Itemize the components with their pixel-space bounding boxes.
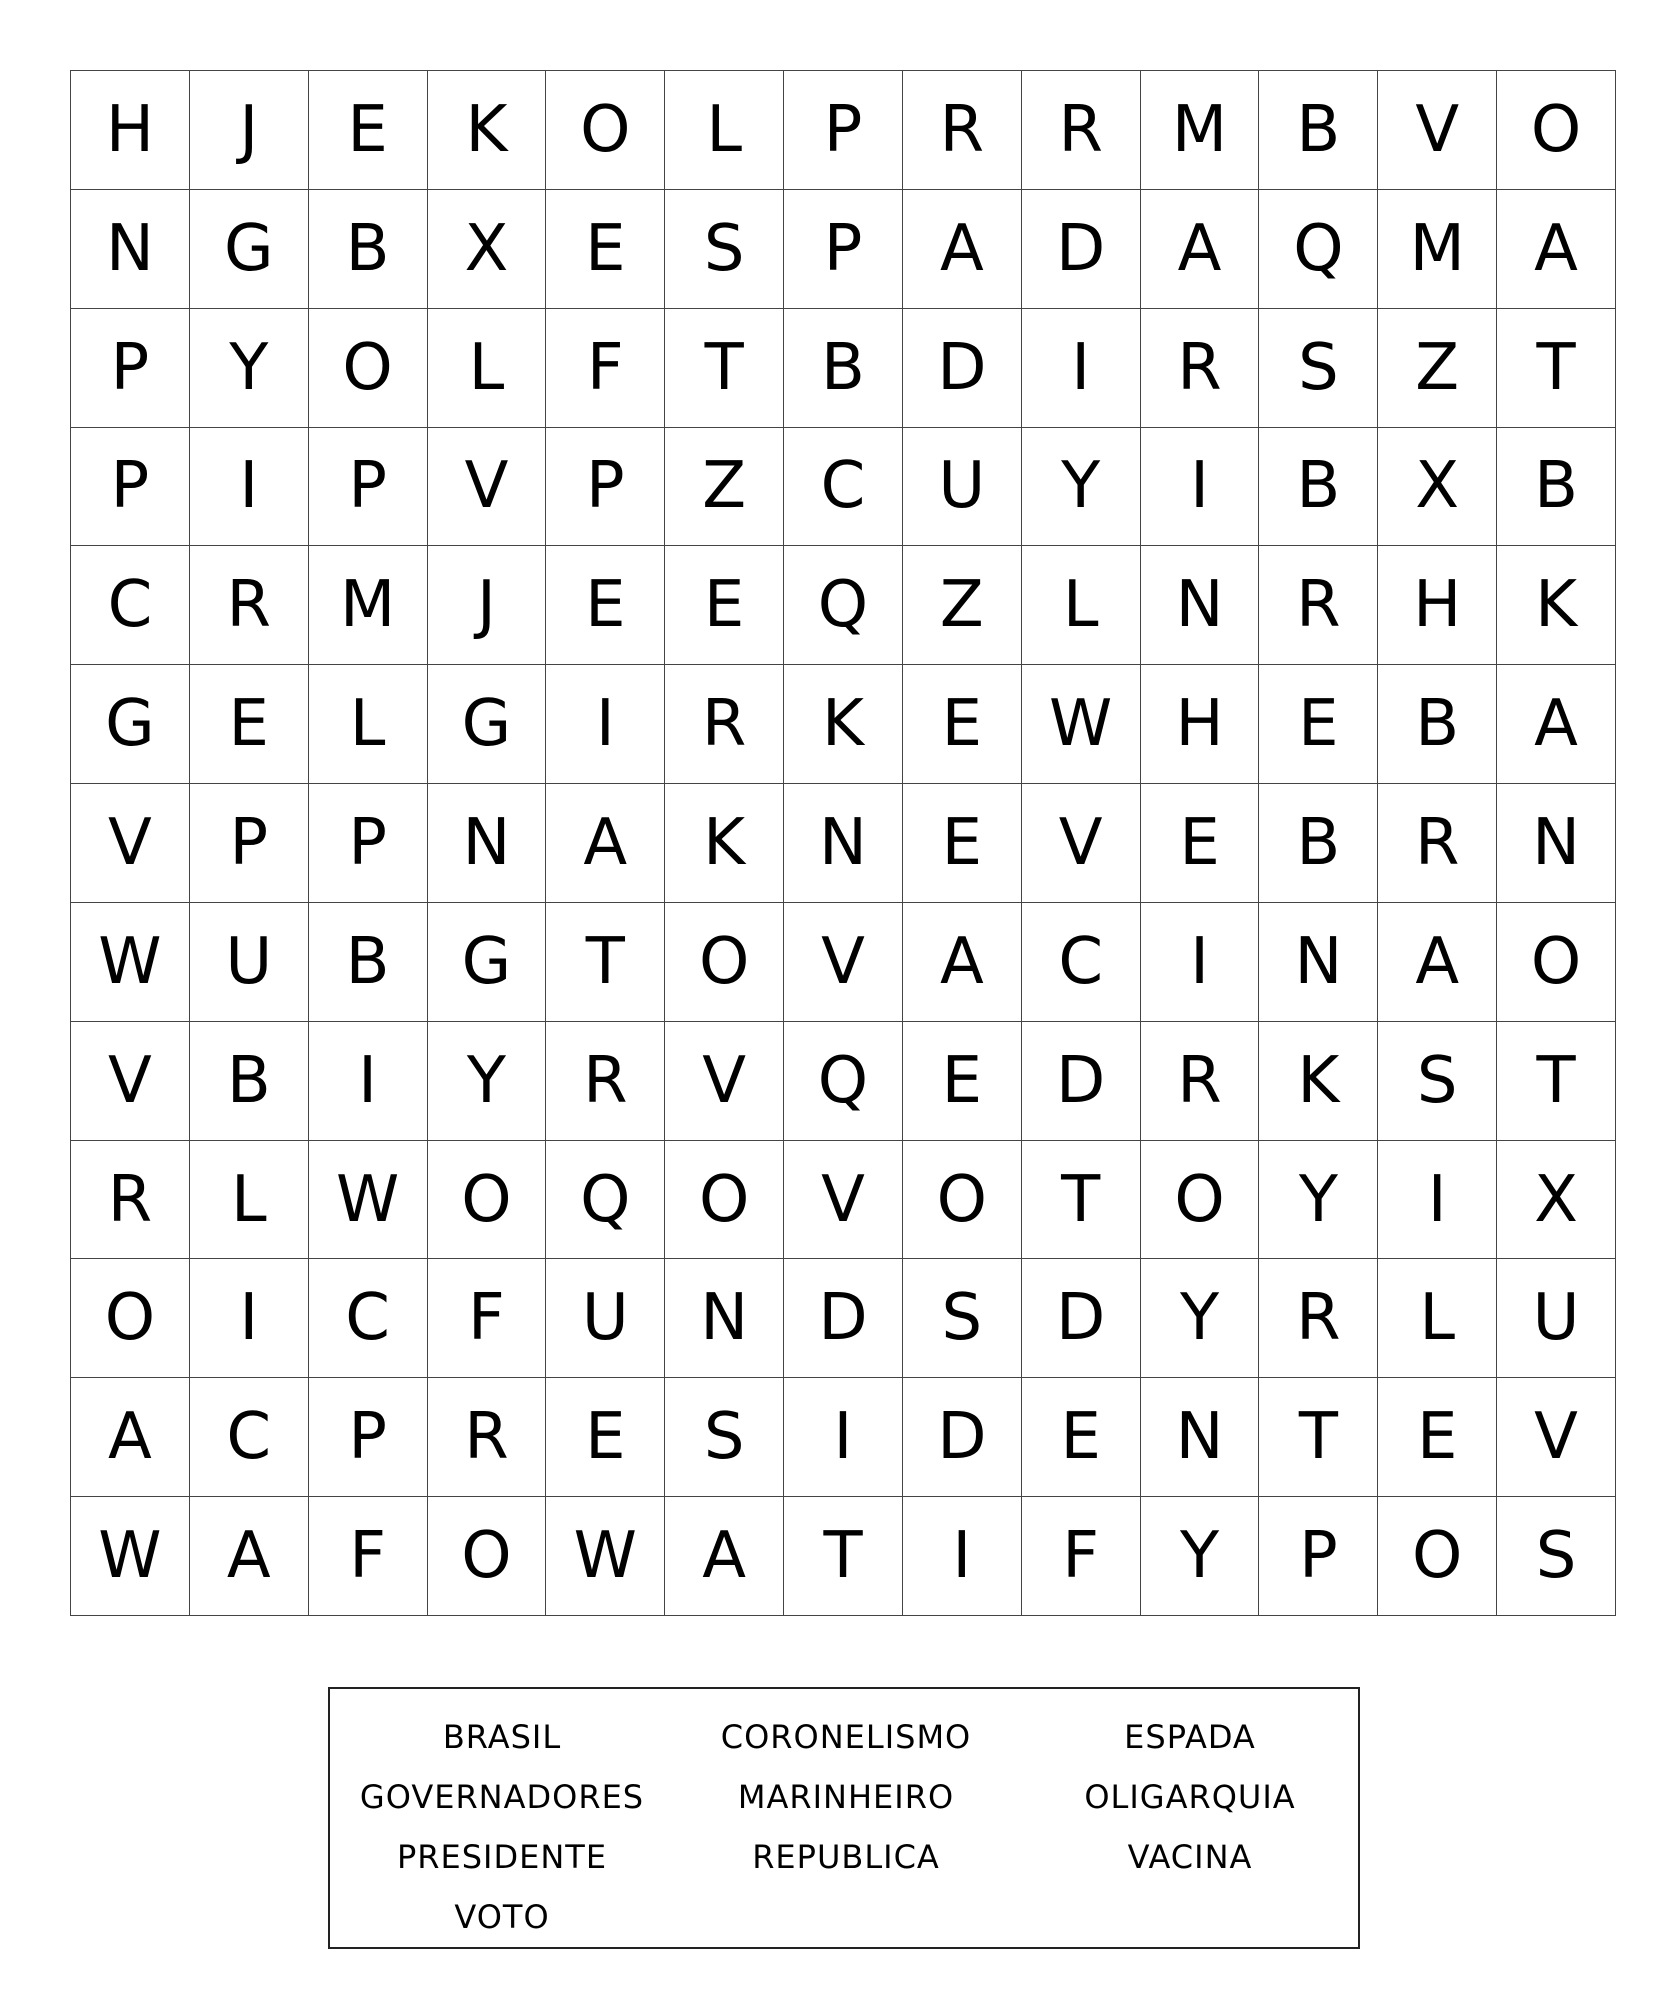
grid-cell[interactable]: T xyxy=(546,903,665,1022)
grid-cell[interactable]: R xyxy=(1141,1022,1260,1141)
grid-cell[interactable]: F xyxy=(546,309,665,428)
grid-cell[interactable]: D xyxy=(903,1378,1022,1497)
grid-cell[interactable]: U xyxy=(546,1259,665,1378)
word-list-item: CORONELISMO xyxy=(720,1718,972,1756)
grid-cell[interactable]: I xyxy=(1141,903,1260,1022)
grid-cell[interactable]: Z xyxy=(1378,309,1497,428)
grid-cell[interactable]: Y xyxy=(1022,428,1141,547)
grid-cell[interactable]: R xyxy=(1141,309,1260,428)
grid-cell[interactable]: C xyxy=(309,1259,428,1378)
grid-cell[interactable]: G xyxy=(71,665,190,784)
grid-cell[interactable]: N xyxy=(665,1259,784,1378)
grid-cell[interactable]: R xyxy=(546,1022,665,1141)
grid-cell[interactable]: P xyxy=(1259,1497,1378,1616)
grid-cell[interactable]: A xyxy=(1497,190,1616,309)
grid-cell[interactable]: S xyxy=(665,190,784,309)
grid-cell[interactable]: V xyxy=(428,428,547,547)
grid-cell[interactable]: R xyxy=(665,665,784,784)
grid-cell[interactable]: U xyxy=(1497,1259,1616,1378)
grid-cell[interactable]: P xyxy=(546,428,665,547)
grid-cell[interactable]: X xyxy=(1378,428,1497,547)
grid-cell[interactable]: E xyxy=(903,665,1022,784)
grid-cell[interactable]: B xyxy=(309,903,428,1022)
grid-cell[interactable]: A xyxy=(1497,665,1616,784)
grid-cell[interactable]: A xyxy=(1378,903,1497,1022)
grid-cell[interactable]: X xyxy=(428,190,547,309)
grid-cell[interactable]: O xyxy=(546,71,665,190)
word-list-item: REPUBLICA xyxy=(752,1838,940,1876)
grid-cell[interactable]: I xyxy=(190,1259,309,1378)
word-list-item: PRESIDENTE xyxy=(396,1838,608,1876)
grid-cell[interactable]: C xyxy=(1022,903,1141,1022)
grid-cell[interactable]: L xyxy=(190,1141,309,1260)
grid-cell[interactable]: P xyxy=(190,784,309,903)
grid-cell[interactable]: W xyxy=(309,1141,428,1260)
grid-cell[interactable]: C xyxy=(784,428,903,547)
grid-cell[interactable]: R xyxy=(1259,546,1378,665)
grid-cell[interactable]: D xyxy=(1022,1259,1141,1378)
grid-cell[interactable]: Y xyxy=(1141,1497,1260,1616)
grid-cell[interactable]: O xyxy=(428,1141,547,1260)
grid-cell[interactable]: H xyxy=(1141,665,1260,784)
grid-cell[interactable]: N xyxy=(1141,546,1260,665)
grid-cell[interactable]: P xyxy=(309,428,428,547)
grid-cell[interactable]: E xyxy=(1378,1378,1497,1497)
grid-cell[interactable]: R xyxy=(1022,71,1141,190)
grid-cell[interactable]: O xyxy=(1497,71,1616,190)
grid-cell[interactable]: E xyxy=(1022,1378,1141,1497)
grid-cell[interactable]: Q xyxy=(784,1022,903,1141)
grid-cell[interactable]: A xyxy=(1141,190,1260,309)
grid-cell[interactable]: I xyxy=(1141,428,1260,547)
grid-cell[interactable]: T xyxy=(1497,309,1616,428)
grid-cell[interactable]: K xyxy=(665,784,784,903)
grid-cell[interactable]: G xyxy=(428,665,547,784)
grid-cell[interactable]: S xyxy=(665,1378,784,1497)
grid-cell[interactable]: E xyxy=(309,71,428,190)
grid-cell[interactable]: V xyxy=(784,903,903,1022)
grid-cell[interactable]: R xyxy=(190,546,309,665)
grid-cell[interactable]: E xyxy=(903,1022,1022,1141)
grid-cell[interactable]: O xyxy=(71,1259,190,1378)
grid-cell[interactable]: A xyxy=(665,1497,784,1616)
grid-cell[interactable]: S xyxy=(903,1259,1022,1378)
word-list xyxy=(330,1707,1358,1947)
grid-cell[interactable]: R xyxy=(71,1141,190,1260)
grid-cell[interactable]: B xyxy=(1378,665,1497,784)
grid-cell[interactable]: Q xyxy=(546,1141,665,1260)
grid-cell[interactable]: E xyxy=(1141,784,1260,903)
grid-cell[interactable]: G xyxy=(190,190,309,309)
grid-cell[interactable]: E xyxy=(1259,665,1378,784)
word-list-item: OLIGARQUIA xyxy=(1084,1778,1296,1816)
grid-cell[interactable]: F xyxy=(428,1259,547,1378)
grid-cell[interactable]: P xyxy=(784,190,903,309)
grid-cell[interactable]: A xyxy=(903,190,1022,309)
grid-cell[interactable]: O xyxy=(903,1141,1022,1260)
grid-cell[interactable]: O xyxy=(1497,903,1616,1022)
grid-cell[interactable]: B xyxy=(1259,71,1378,190)
grid-cell[interactable]: Y xyxy=(190,309,309,428)
grid-cell[interactable]: I xyxy=(784,1378,903,1497)
grid-cell[interactable]: S xyxy=(1497,1497,1616,1616)
word-list-item: BRASIL xyxy=(442,1718,562,1756)
grid-cell[interactable]: Y xyxy=(1259,1141,1378,1260)
grid-cell[interactable]: R xyxy=(1378,784,1497,903)
grid-cell[interactable]: N xyxy=(784,784,903,903)
grid-cell[interactable]: O xyxy=(665,903,784,1022)
word-list-item: MARINHEIRO xyxy=(737,1778,955,1816)
letter-grid xyxy=(70,70,1616,1616)
grid-cell[interactable]: Y xyxy=(1141,1259,1260,1378)
grid-cell[interactable]: T xyxy=(1022,1141,1141,1260)
grid-cell[interactable]: L xyxy=(1022,546,1141,665)
grid-cell[interactable]: V xyxy=(1497,1378,1616,1497)
grid-cell[interactable]: D xyxy=(1022,1022,1141,1141)
grid-cell[interactable]: K xyxy=(1259,1022,1378,1141)
grid-cell[interactable]: M xyxy=(309,546,428,665)
grid-cell[interactable]: C xyxy=(71,546,190,665)
grid-cell[interactable]: P xyxy=(71,428,190,547)
grid-cell[interactable]: Q xyxy=(1259,190,1378,309)
grid-cell[interactable]: V xyxy=(665,1022,784,1141)
grid-cell[interactable]: E xyxy=(190,665,309,784)
grid-cell[interactable]: I xyxy=(903,1497,1022,1616)
grid-cell[interactable]: F xyxy=(1022,1497,1141,1616)
grid-cell[interactable]: O xyxy=(1141,1141,1260,1260)
grid-cell[interactable]: P xyxy=(309,784,428,903)
word-list-item: ESPADA xyxy=(1124,1718,1256,1756)
grid-cell[interactable]: A xyxy=(546,784,665,903)
grid-cell[interactable]: A xyxy=(190,1497,309,1616)
grid-cell[interactable]: T xyxy=(784,1497,903,1616)
grid-cell[interactable]: E xyxy=(903,784,1022,903)
grid-cell[interactable]: Q xyxy=(784,546,903,665)
grid-cell[interactable]: N xyxy=(428,784,547,903)
grid-cell[interactable]: N xyxy=(1259,903,1378,1022)
grid-cell[interactable]: O xyxy=(1378,1497,1497,1616)
grid-cell[interactable]: R xyxy=(903,71,1022,190)
grid-cell[interactable]: T xyxy=(665,309,784,428)
grid-cell[interactable]: B xyxy=(1497,428,1616,547)
grid-cell[interactable]: I xyxy=(1378,1141,1497,1260)
grid-cell[interactable]: B xyxy=(1259,784,1378,903)
grid-cell[interactable]: B xyxy=(784,309,903,428)
grid-cell[interactable]: I xyxy=(1022,309,1141,428)
grid-cell[interactable]: C xyxy=(190,1378,309,1497)
grid-cell[interactable]: L xyxy=(665,71,784,190)
word-list-item: GOVERNADORES xyxy=(359,1778,645,1816)
grid-cell[interactable]: K xyxy=(428,71,547,190)
grid-cell[interactable]: E xyxy=(546,1378,665,1497)
grid-cell[interactable]: T xyxy=(1497,1022,1616,1141)
grid-cell[interactable]: V xyxy=(71,784,190,903)
grid-cell[interactable]: B xyxy=(309,190,428,309)
grid-cell[interactable]: S xyxy=(1378,1022,1497,1141)
grid-cell[interactable]: O xyxy=(665,1141,784,1260)
grid-cell[interactable]: D xyxy=(784,1259,903,1378)
grid-cell[interactable]: A xyxy=(903,903,1022,1022)
grid-cell[interactable]: H xyxy=(1378,546,1497,665)
grid-cell[interactable]: K xyxy=(784,665,903,784)
grid-cell[interactable]: W xyxy=(71,903,190,1022)
grid-cell[interactable]: M xyxy=(1141,71,1260,190)
grid-cell[interactable]: E xyxy=(665,546,784,665)
word-list-box xyxy=(328,1687,1360,1949)
grid-cell[interactable]: R xyxy=(1259,1259,1378,1378)
grid-cell[interactable]: B xyxy=(1259,428,1378,547)
grid-cell[interactable]: O xyxy=(428,1497,547,1616)
grid-cell[interactable]: O xyxy=(309,309,428,428)
grid-cell[interactable]: P xyxy=(71,309,190,428)
grid-cell[interactable]: M xyxy=(1378,190,1497,309)
grid-cell[interactable]: W xyxy=(1022,665,1141,784)
grid-cell[interactable]: J xyxy=(190,71,309,190)
word-list-item: VACINA xyxy=(1127,1838,1253,1876)
grid-cell[interactable]: V xyxy=(1022,784,1141,903)
grid-cell[interactable]: A xyxy=(71,1378,190,1497)
grid-cell[interactable]: L xyxy=(428,309,547,428)
grid-cell[interactable]: F xyxy=(309,1497,428,1616)
grid-cell[interactable]: W xyxy=(71,1497,190,1616)
grid-cell[interactable]: X xyxy=(1497,1141,1616,1260)
grid-cell[interactable]: J xyxy=(428,546,547,665)
grid-cell[interactable]: U xyxy=(190,903,309,1022)
grid-cell[interactable]: N xyxy=(71,190,190,309)
grid-cell[interactable]: V xyxy=(784,1141,903,1260)
grid-cell[interactable]: Y xyxy=(428,1022,547,1141)
grid-cell[interactable]: S xyxy=(1259,309,1378,428)
grid-cell[interactable]: I xyxy=(309,1022,428,1141)
grid-cell[interactable]: E xyxy=(546,546,665,665)
grid-cell[interactable]: P xyxy=(784,71,903,190)
grid-cell[interactable]: Z xyxy=(665,428,784,547)
grid-cell[interactable]: E xyxy=(546,190,665,309)
word-list-item: VOTO xyxy=(454,1898,550,1936)
grid-cell[interactable]: T xyxy=(1259,1378,1378,1497)
grid-cell[interactable]: L xyxy=(309,665,428,784)
grid-cell[interactable]: V xyxy=(71,1022,190,1141)
grid-cell[interactable]: U xyxy=(903,428,1022,547)
grid-cell[interactable]: V xyxy=(1378,71,1497,190)
grid-cell[interactable]: P xyxy=(309,1378,428,1497)
grid-cell[interactable]: K xyxy=(1497,546,1616,665)
grid-cell[interactable]: G xyxy=(428,903,547,1022)
grid-cell[interactable]: N xyxy=(1497,784,1616,903)
grid-cell[interactable]: B xyxy=(190,1022,309,1141)
grid-cell[interactable]: I xyxy=(546,665,665,784)
grid-cell[interactable]: Z xyxy=(903,546,1022,665)
grid-cell[interactable]: W xyxy=(546,1497,665,1616)
grid-cell[interactable]: R xyxy=(428,1378,547,1497)
grid-cell[interactable]: N xyxy=(1141,1378,1260,1497)
grid-cell[interactable]: D xyxy=(1022,190,1141,309)
grid-cell[interactable]: D xyxy=(903,309,1022,428)
grid-cell[interactable]: I xyxy=(190,428,309,547)
grid-cell[interactable]: H xyxy=(71,71,190,190)
grid-cell[interactable]: L xyxy=(1378,1259,1497,1378)
